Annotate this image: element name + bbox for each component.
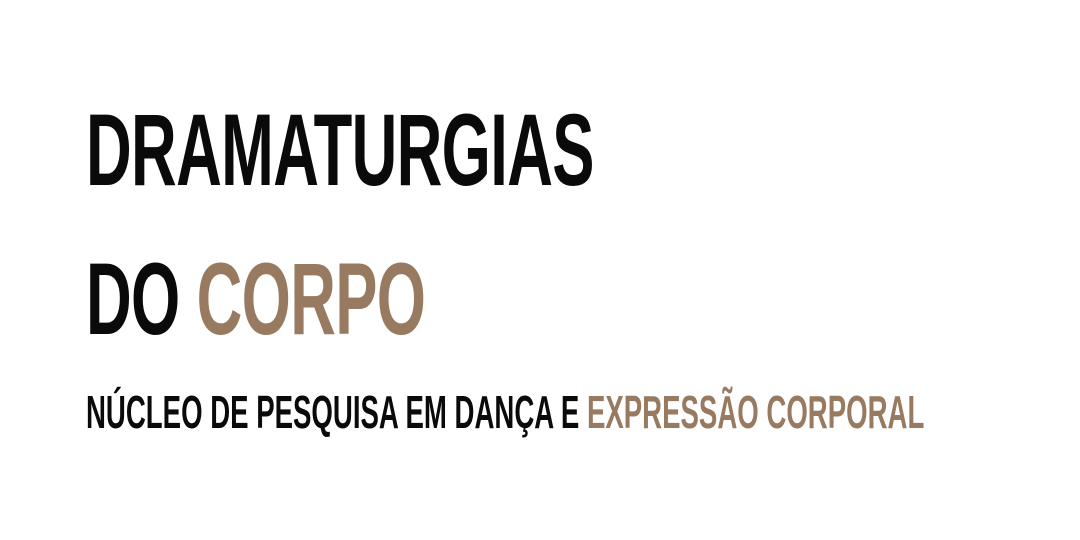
- title-line-1: DRAMATURGIAS: [86, 93, 594, 207]
- title-accent-word: CORPO: [196, 242, 426, 356]
- title-line-2: [86, 242, 426, 356]
- title-line-2-prefix: DO: [86, 242, 197, 356]
- subtitle-prefix: NÚCLEO DE PESQUISA EM DANÇA E: [86, 386, 587, 438]
- subtitle-accent: EXPRESSÃO CORPORAL: [586, 386, 925, 438]
- subtitle: [86, 386, 925, 438]
